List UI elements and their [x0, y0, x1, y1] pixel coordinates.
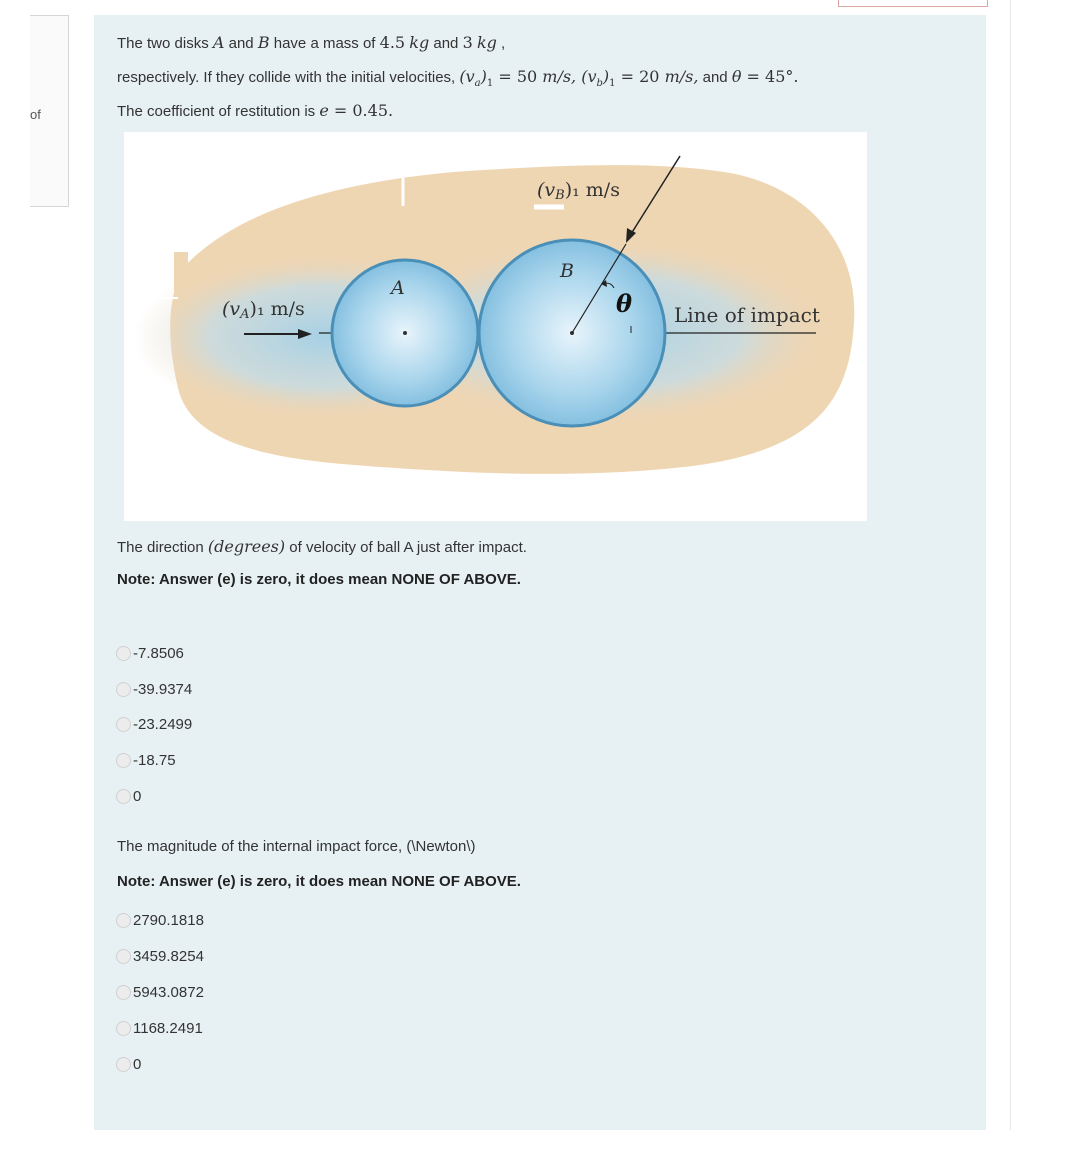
vb-label-symbol: (v: [537, 179, 556, 201]
part2-prompt: [117, 838, 476, 855]
vb-unit: m/s,: [664, 67, 699, 86]
theta-label: θ: [616, 289, 633, 318]
paren: ): [480, 67, 487, 86]
radio-button[interactable]: [116, 1021, 131, 1036]
disk-b-label: B: [560, 260, 574, 282]
restitution-value: = 0.45.: [328, 101, 394, 120]
part2-option-b[interactable]: [116, 946, 204, 966]
radio-button[interactable]: [116, 753, 131, 768]
page-of-label: of: [30, 107, 41, 122]
vb-symbol: (v: [576, 67, 597, 86]
radio-button[interactable]: [116, 1057, 131, 1072]
restitution-symbol: e: [319, 101, 329, 120]
text: The two disks: [117, 35, 213, 52]
part2-option-d[interactable]: [116, 1018, 203, 1038]
part1-option-c[interactable]: [116, 714, 192, 734]
option-label: -7.8506: [133, 644, 184, 662]
mass-a-value: 4.5: [379, 33, 406, 52]
disk-a-symbol: A: [212, 33, 225, 52]
radio-button[interactable]: [116, 949, 131, 964]
option-label: 5943.0872: [133, 983, 204, 1001]
vb-expression: [576, 67, 616, 90]
text: The direction: [117, 539, 208, 556]
radio-button[interactable]: [116, 789, 131, 804]
disk-b-symbol: B: [257, 33, 270, 52]
disk-a-center: [403, 331, 407, 335]
text: ,: [496, 35, 506, 52]
subscript-1: 1: [486, 78, 494, 90]
radio-button[interactable]: [116, 717, 131, 732]
part1-option-e[interactable]: [116, 786, 141, 806]
radio-button[interactable]: [116, 682, 131, 697]
part1-option-b[interactable]: [116, 679, 192, 699]
option-label: 0: [133, 787, 142, 805]
part1-option-a[interactable]: [116, 643, 184, 663]
va-label: [222, 298, 305, 322]
text: and: [698, 69, 732, 86]
question-line-1: [117, 33, 505, 52]
va-label-subscript: A: [240, 307, 250, 322]
option-label: 3459.8254: [133, 947, 204, 965]
vb-label: [537, 179, 620, 203]
paren: ): [602, 67, 610, 86]
theta-value: = 45°.: [741, 67, 799, 86]
part1-option-d[interactable]: [116, 750, 176, 770]
vb-subscript: b: [596, 78, 603, 90]
question-line-2: [117, 67, 798, 89]
text: and: [429, 35, 463, 52]
text: of velocity of ball A just after impact.: [285, 539, 527, 556]
option-label: -39.9374: [133, 680, 193, 698]
note-emphasis: NONE OF ABOVE.: [391, 873, 521, 890]
radio-button[interactable]: [116, 985, 131, 1000]
option-label: -23.2499: [133, 715, 193, 733]
line-of-impact-label: Line of impact: [674, 303, 820, 327]
va-label-rest: )₁ m/s: [249, 298, 305, 320]
degrees-symbol: (degrees): [207, 537, 286, 556]
va-value: = 50: [493, 67, 543, 86]
option-label: 2790.1818: [133, 911, 204, 929]
text: have a mass of: [269, 35, 380, 52]
collision-figure: [124, 132, 867, 521]
va-label-symbol: (v: [222, 298, 241, 320]
va-symbol: (v: [459, 67, 475, 86]
part1-prompt: [117, 537, 527, 556]
part2-option-e[interactable]: [116, 1054, 141, 1074]
va-subscript: a: [474, 78, 481, 90]
question-line-3: [117, 101, 393, 120]
option-label: 0: [133, 1055, 142, 1073]
collision-diagram: [124, 132, 867, 521]
part2-option-c[interactable]: [116, 982, 204, 1002]
option-label: -18.75: [133, 751, 176, 769]
va-unit: m/s,: [542, 67, 577, 86]
top-right-box: [838, 0, 988, 7]
text: The magnitude of the internal impact force, (\Newton\): [117, 838, 476, 855]
text: and: [224, 35, 258, 52]
mass-b-value: 3: [462, 33, 473, 52]
va-expression: [459, 67, 494, 90]
radio-button[interactable]: [116, 646, 131, 661]
disk-a-label: A: [391, 277, 405, 299]
text: respectively. If they collide with the initial velocities,: [117, 69, 460, 86]
vb-label-rest: )₁ m/s: [564, 179, 620, 201]
unit-kg: kg: [409, 33, 430, 52]
right-divider: [1010, 0, 1011, 1130]
theta-symbol: θ: [731, 67, 742, 86]
vb-label-subscript: B: [555, 188, 565, 203]
unit-kg: kg: [476, 33, 497, 52]
vb-value: = 20: [615, 67, 665, 86]
radio-button[interactable]: [116, 913, 131, 928]
note-emphasis: NONE OF ABOVE.: [391, 571, 521, 588]
text: Note: Answer (e) is zero, it does mean: [117, 873, 392, 890]
subscript-1: 1: [609, 78, 616, 90]
option-label: 1168.2491: [133, 1019, 203, 1037]
text: Note: Answer (e) is zero, it does mean: [117, 571, 392, 588]
part1-note: [117, 571, 521, 588]
text: The coefficient of restitution is: [117, 103, 320, 120]
part2-note: [117, 873, 521, 890]
part2-option-a[interactable]: [116, 910, 204, 930]
